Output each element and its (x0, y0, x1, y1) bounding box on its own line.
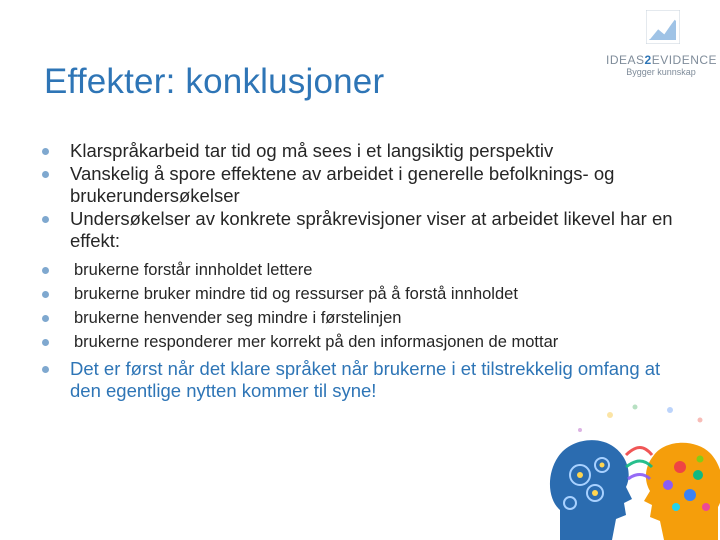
sub-bullet-item (40, 258, 680, 282)
bullet-dot (42, 366, 49, 373)
chart-arrow-icon (646, 10, 680, 44)
ideas2evidence-logo (606, 8, 716, 78)
sub-bullet-item (40, 282, 680, 306)
logo-tagline: Bygger kunnskap (626, 67, 696, 77)
sub-bullet-item (40, 306, 680, 330)
bullet-dot (42, 267, 49, 274)
bullet-dot (42, 315, 49, 322)
bullet-dot (42, 171, 49, 178)
bullet-dot (42, 339, 49, 346)
slide-title: Effekter: konklusjoner (44, 62, 385, 101)
sub-bullet-text: brukerne forstår innholdet lettere (74, 261, 313, 279)
sub-bullet-item (40, 330, 680, 354)
sub-bullet-list (40, 258, 680, 354)
slide-content (40, 140, 680, 403)
bullet-dot (42, 216, 49, 223)
sub-bullet-text: brukerne henvender seg mindre i førstelinjen (74, 309, 402, 327)
sub-bullet-text: brukerne responderer mer korrekt på den informasjonen de mottar (74, 333, 559, 351)
bullet-item (40, 140, 680, 162)
sub-bullet-text: brukerne bruker mindre tid og ressurser på å forstå innholdet (74, 285, 518, 303)
bullet-text: Klarspråkarbeid tar tid og må sees i et langsiktig perspektiv (70, 140, 554, 161)
bullet-item (40, 208, 680, 252)
logo-text: IDEAS2EVIDENCE (606, 53, 718, 67)
colorful-heads-icon (540, 395, 720, 540)
conclusion-text: Det er først når det klare språket når brukerne i et tilstrekkelig omfang at den egentlige nytten kommer til syne! (70, 358, 661, 401)
bullet-dot (42, 291, 49, 298)
bullet-item (40, 163, 680, 207)
bullet-list (40, 140, 680, 252)
bullet-text: Undersøkelser av konkrete språkrevisjoner viser at arbeidet likevel har en effekt: (70, 208, 673, 251)
bullet-text: Vanskelig å spore effektene av arbeidet i generelle befolknings- og brukerundersøkelser (70, 163, 615, 206)
bullet-dot (42, 148, 49, 155)
